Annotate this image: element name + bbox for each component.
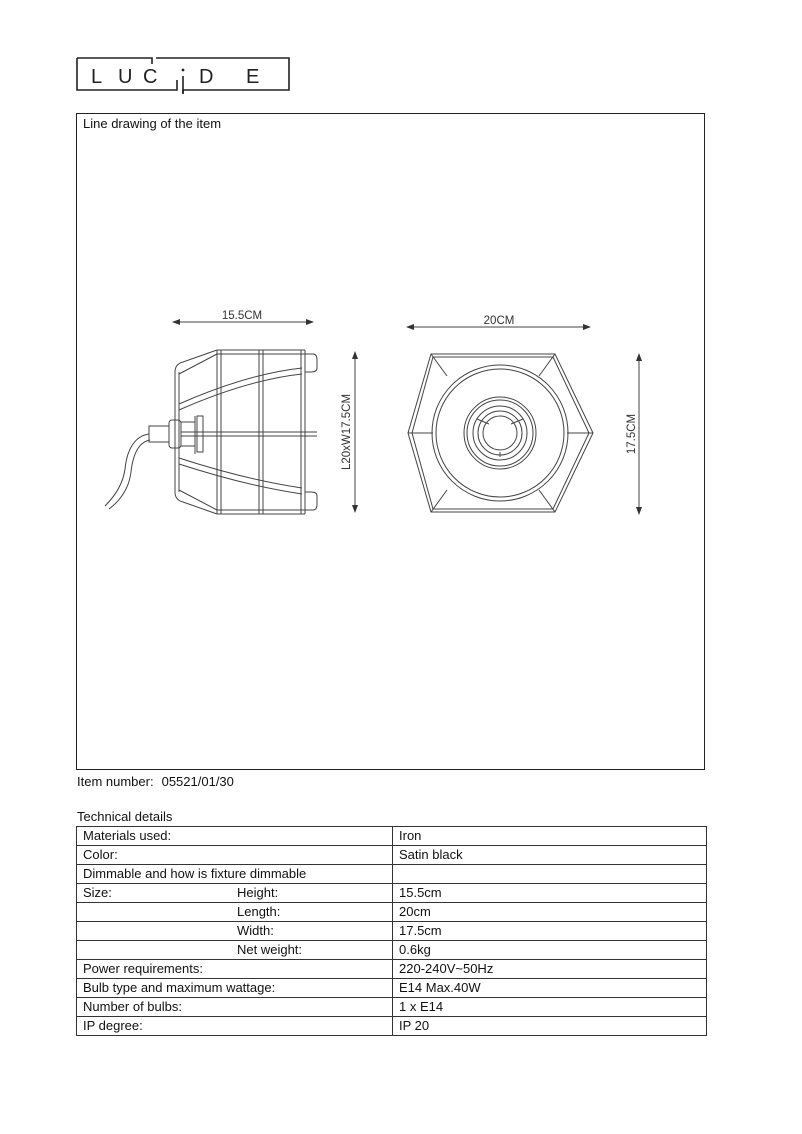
line-drawing <box>77 114 706 771</box>
spec-value: IP 20 <box>393 1017 707 1036</box>
table-row <box>77 903 707 922</box>
spec-sublabel: Length: <box>237 904 281 919</box>
spec-sublabel: Height: <box>237 885 279 900</box>
table-row <box>77 960 707 979</box>
technical-details-table <box>76 826 707 1036</box>
technical-details-title: Technical details <box>77 809 173 824</box>
spec-label <box>77 884 393 903</box>
table-row <box>77 941 707 960</box>
table-row <box>77 998 707 1017</box>
spec-label: Materials used: <box>77 827 393 846</box>
top-view-drawing <box>407 327 639 514</box>
spec-value: Iron <box>393 827 707 846</box>
spec-value: 17.5cm <box>393 922 707 941</box>
table-row <box>77 865 707 884</box>
spec-label: Number of bulbs: <box>77 998 393 1017</box>
spec-label <box>77 903 393 922</box>
side-view-size-dimension: L20xW17.5CM <box>341 393 353 471</box>
table-row <box>77 884 707 903</box>
logo-letter-d: D <box>199 66 214 88</box>
logo-i-dot <box>182 69 185 72</box>
spec-label: IP degree: <box>77 1017 393 1036</box>
spec-label: Bulb type and maximum wattage: <box>77 979 393 998</box>
spec-label: Color: <box>77 846 393 865</box>
logo-letter-l: L <box>91 66 103 88</box>
spec-value: Satin black <box>393 846 707 865</box>
line-drawing-panel <box>76 113 705 770</box>
side-view-drawing <box>105 322 355 514</box>
logo-letter-e: E <box>246 66 260 88</box>
spec-group-label: Size: <box>83 885 112 900</box>
table-row <box>77 846 707 865</box>
spec-value: 15.5cm <box>393 884 707 903</box>
spec-label: Power requirements: <box>77 960 393 979</box>
lucide-logo <box>76 54 290 94</box>
spec-value <box>393 865 707 884</box>
item-number-value: 05521/01/30 <box>161 774 234 789</box>
spec-label <box>77 941 393 960</box>
table-row <box>77 827 707 846</box>
logo-letter-c: C <box>143 66 158 88</box>
top-view-width-dimension: 20CM <box>483 315 515 327</box>
spec-value: 20cm <box>393 903 707 922</box>
table-row <box>77 922 707 941</box>
top-view-depth-dimension: 17.5CM <box>626 413 638 455</box>
spec-sublabel: Net weight: <box>237 942 303 957</box>
drawing-panel-title: Line drawing of the item <box>83 116 222 131</box>
spec-value: 1 x E14 <box>393 998 707 1017</box>
logo-letter-u: U <box>118 66 133 88</box>
spec-value: 220-240V~50Hz <box>393 960 707 979</box>
item-number-label: Item number: <box>77 774 154 789</box>
spec-value: E14 Max.40W <box>393 979 707 998</box>
spec-sublabel: Width: <box>237 923 274 938</box>
table-row <box>77 1017 707 1036</box>
table-row <box>77 979 707 998</box>
spec-value: 0.6kg <box>393 941 707 960</box>
spec-label: Dimmable and how is fixture dimmable <box>77 865 393 884</box>
spec-label <box>77 922 393 941</box>
item-number <box>77 774 234 789</box>
side-view-width-dimension: 15.5CM <box>221 310 263 322</box>
